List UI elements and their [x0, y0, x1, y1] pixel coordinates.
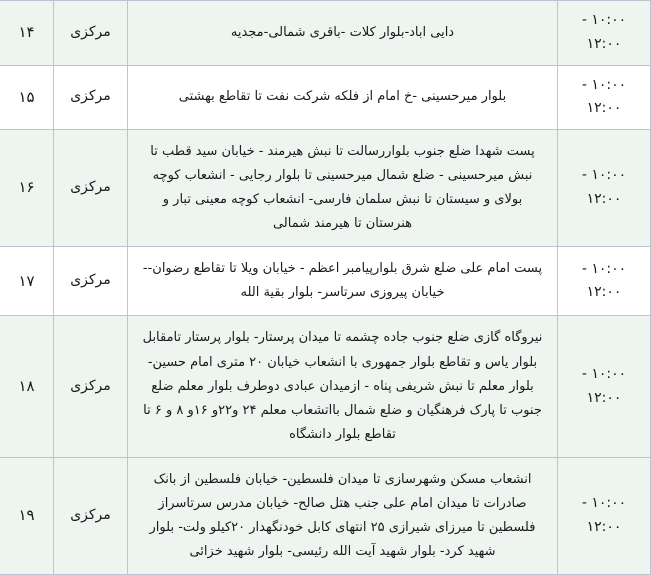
outage-area-description: انشعاب مسکن وشهرسازی تا میدان فلسطین- خیابان فلسطین از بانک صادرات تا میدان امام علی جنب هتل صالح- خیابان مدرس سرتاسراز فلسطین تا میرزای شیرازی ۲۵ انتهای کابل خودنگهدار ۲۰کیلو ولت- بلوار شهید کرد- بلوار شهید آیت الله رئیسی- بلوار شهید خزائی: [128, 457, 558, 574]
time-end: ۱۲:۰۰: [586, 284, 622, 301]
time-start: - ۱۰:۰۰: [581, 260, 627, 277]
time-end: ۱۲:۰۰: [586, 191, 622, 208]
table-row: [0, 457, 651, 574]
outage-area-description: نیروگاه گازی ضلع جنوب جاده چشمه تا میدان پرستار- بلوار پرستار تامقابل بلوار یاس و تقاطع بلوار جمهوری با انشعاب خیابان ۲۰ متری امام حسین-بلوار معلم تا نبش شریفی پناه - ازمیدان عبادی دوطرف بلوار معلم ضلع جنوب تا پارک فرهنگیان و ضلع شمال بااتشعاب معلم ۲۴ و۲۲و ۱۶و ۸ و ۶ تا تقاطع بلوار دانشگاه: [128, 316, 558, 457]
outage-time-cell: [558, 457, 651, 574]
time-end: ۱۲:۰۰: [586, 518, 622, 535]
outage-area-description: پست شهدا ضلع جنوب بلواررسالت تا نبش هیرمند - خیابان سید قطب تا نبش میرحسینی - ضلع شمال میرحسینی تا بلوار رجایی - انشعاب کوچه بولای و سیستان تا نبش سلمان فارسی- انشعاب کوچه معینی تبار و هنرستان تا هیرمند شمالی: [128, 130, 558, 247]
table-row: [0, 65, 651, 130]
outage-area-description: پست امام علی ضلع شرق بلوارپیامبر اعظم - خیابان ویلا تا تقاطع رضوان-- خیابان پیروزی سرتاسر- بلوار بقیة الله: [128, 247, 558, 316]
region-name: مرکزی: [54, 247, 128, 316]
time-start: - ۱۰:۰۰: [581, 365, 627, 382]
outage-time-cell: [558, 316, 651, 457]
table-body: [0, 1, 651, 575]
region-name: مرکزی: [54, 457, 128, 574]
region-name: مرکزی: [54, 316, 128, 457]
time-end: ۱۲:۰۰: [586, 100, 622, 117]
row-index: ۱۴: [0, 1, 54, 66]
row-index: ۱۹: [0, 457, 54, 574]
table-row: [0, 247, 651, 316]
outage-area-description: دایی اباد-بلوار کلات -باقری شمالی-مجدیه: [128, 1, 558, 66]
table-row: [0, 316, 651, 457]
row-index: ۱۵: [0, 65, 54, 130]
row-index: ۱۶: [0, 130, 54, 247]
outage-time-cell: [558, 65, 651, 130]
time-end: ۱۲:۰۰: [586, 35, 622, 52]
outage-time-cell: [558, 1, 651, 66]
outage-time-cell: [558, 247, 651, 316]
table-row: [0, 130, 651, 247]
region-name: مرکزی: [54, 130, 128, 247]
region-name: مرکزی: [54, 1, 128, 66]
region-name: مرکزی: [54, 65, 128, 130]
outage-area-description: بلوار میرحسینی -خ امام از فلکه شرکت نفت تا تقاطع بهشتی: [128, 65, 558, 130]
row-index: ۱۸: [0, 316, 54, 457]
time-start: - ۱۰:۰۰: [581, 495, 627, 511]
time-start: - ۱۰:۰۰: [581, 76, 627, 93]
time-end: ۱۲:۰۰: [586, 389, 622, 406]
time-start: - ۱۰:۰۰: [581, 12, 627, 28]
outage-time-cell: [558, 130, 651, 247]
time-start: - ۱۰:۰۰: [581, 167, 627, 184]
row-index: ۱۷: [0, 247, 54, 316]
table-row: [0, 1, 651, 66]
